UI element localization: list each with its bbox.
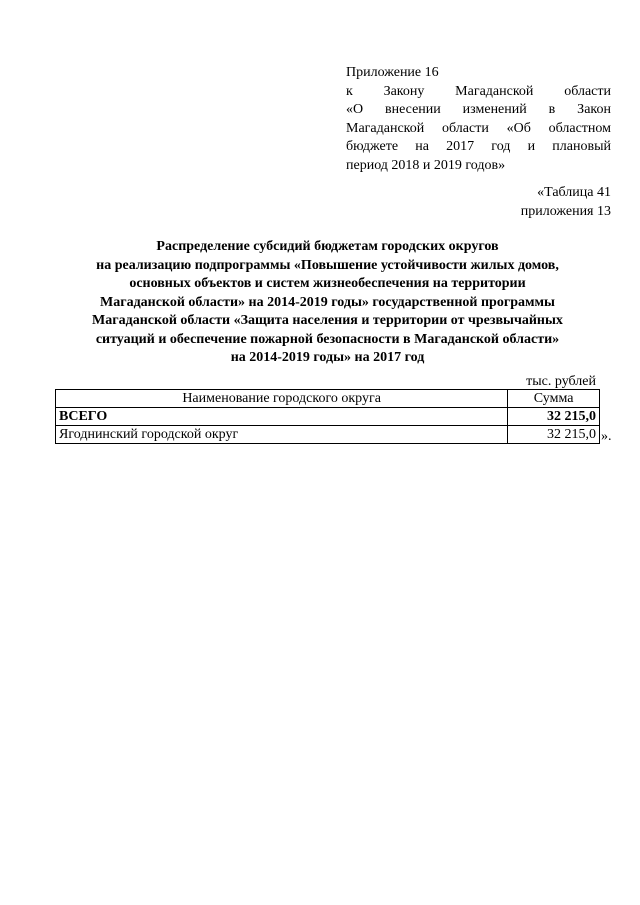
title-line: основных объектов и систем жизнеобеспечения на территории <box>129 276 526 291</box>
appendix-line: Магаданской области «Об областном <box>346 120 611 136</box>
total-sum: 32 215,0 <box>508 408 600 426</box>
table-reference-line: «Таблица 41 <box>537 185 611 200</box>
title-line: ситуаций и обеспечение пожарной безопасности в Магаданской области» <box>95 331 560 347</box>
title-line: Магаданской области «Защита населения и территории от чрезвычайных <box>92 313 563 328</box>
title-line: Распределение субсидий бюджетам городских округов <box>156 239 499 254</box>
title-line: на реализацию подпрограммы «Повышение устойчивости жилых домов, <box>96 257 559 273</box>
table-row <box>56 426 600 444</box>
total-label: ВСЕГО <box>56 408 508 426</box>
table-reference <box>521 184 611 221</box>
appendix-line: «О внесении изменений в Закон <box>346 102 611 117</box>
document-title <box>55 238 600 368</box>
table-total-row <box>56 408 600 426</box>
appendix-line: период 2018 и 2019 годов» <box>346 157 506 173</box>
appendix-line: бюджете на 2017 год и плановый <box>346 139 611 154</box>
column-header-sum: Сумма <box>508 390 600 408</box>
closing-quote-mark: ». <box>601 429 612 444</box>
district-name: Ягоднинский городской округ <box>56 426 508 444</box>
appendix-header <box>346 64 611 175</box>
column-header-name: Наименование городского округа <box>56 390 508 408</box>
title-line: на 2014-2019 годы» на 2017 год <box>230 350 425 365</box>
table-reference-line: приложения 13 <box>520 203 611 219</box>
district-sum: 32 215,0 <box>508 426 600 444</box>
appendix-line: к Закону Магаданской области <box>346 83 611 99</box>
table-header-row <box>56 390 600 408</box>
title-line: Магаданской области» на 2014-2019 годы» государственной программы <box>100 294 555 310</box>
subsidy-table <box>55 389 600 444</box>
appendix-line: Приложение 16 <box>346 65 439 80</box>
units-label: тыс. рублей <box>526 374 596 389</box>
